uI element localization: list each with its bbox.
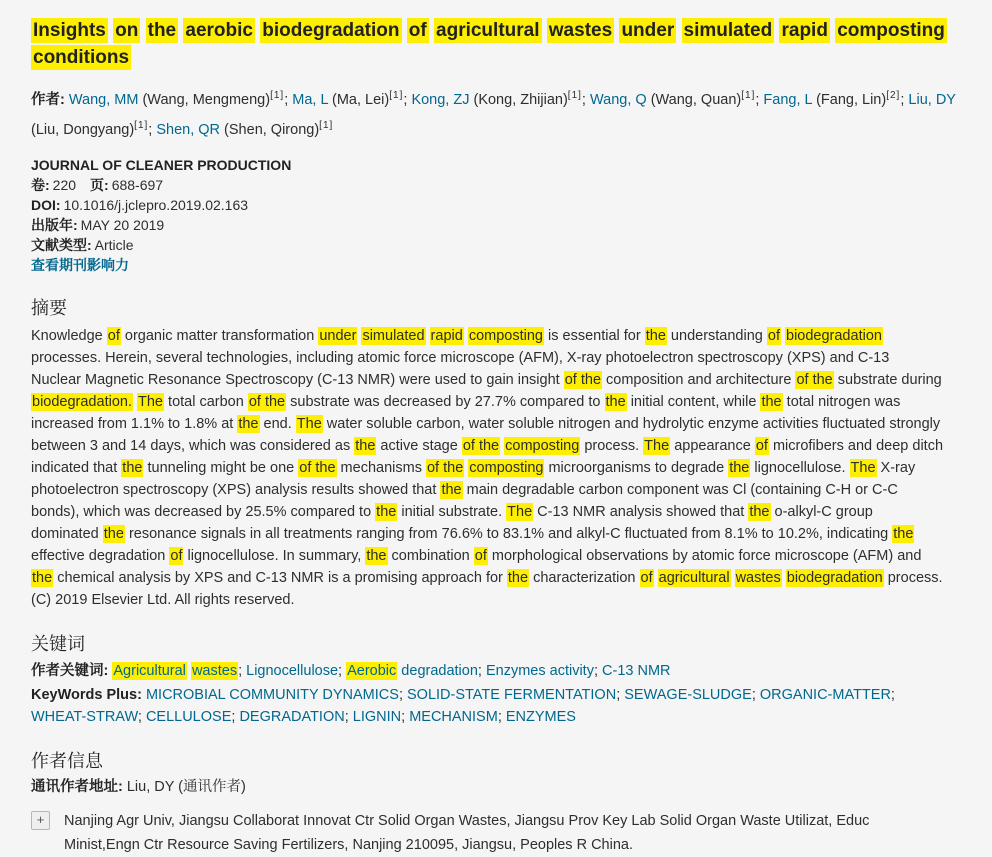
highlighted-text: conditions (33, 47, 130, 68)
inline-link[interactable]: wastes (191, 663, 238, 679)
highlighted-text: agricultural (436, 20, 540, 41)
highlighted-text: The (644, 438, 670, 454)
highlighted-text: the (355, 438, 376, 454)
keywords-plus-list (31, 687, 895, 725)
highlighted-text: Insights (33, 20, 106, 41)
inline-link[interactable]: Shen, QR (156, 122, 221, 138)
inline-link[interactable]: DEGRADATION (239, 709, 345, 725)
view-journal-impact-link[interactable]: 查看期刊影响力 (31, 257, 129, 273)
abstract-header: 摘要 (31, 298, 67, 318)
text-segment: characterization (529, 570, 640, 586)
text-segment: (Shen, Qirong) (220, 122, 320, 138)
text-segment: o-alkyl-C group dominated (31, 504, 873, 542)
text-segment: (Kong, Zhijian) (469, 92, 568, 108)
inline-link[interactable]: degradation (397, 663, 478, 679)
highlighted-text: the (376, 504, 397, 520)
text-segment: ; (344, 709, 353, 725)
highlighted-text: of the (462, 438, 500, 454)
text-segment: (Wang, Mengmeng) (138, 92, 271, 108)
inline-link[interactable]: C-13 NMR (602, 663, 671, 679)
volume-value: 220 (52, 177, 77, 193)
text-segment: ; (751, 687, 760, 703)
author-info-header: 作者信息 (31, 751, 103, 771)
highlighted-text: composting (505, 438, 580, 454)
address-text: Nanjing Agr Univ, Jiangsu Collaborat Innovat Ctr Solid Organ Wastes, Jiangsu Prov Key Lab Solid Organ Waste Utilizat, Educ Minist,Engn Ctr Resource Saving Fertilizers, Nanjing 210095, Jiangsu, Peoples R China. (64, 813, 870, 853)
highlighted-text: the (729, 460, 750, 476)
highlighted-text: The (296, 416, 322, 432)
pubyear-line (31, 215, 962, 235)
authors-line (31, 86, 961, 146)
highlighted-text: of (755, 438, 768, 454)
highlighted-text: the (441, 482, 462, 498)
text-segment: process. (580, 438, 644, 454)
volume-pages-line (31, 175, 962, 195)
text-segment: ; (401, 709, 410, 725)
highlighted-text: of (474, 548, 487, 564)
text-segment: microfibers and deep ditch indicated that (31, 438, 944, 476)
author-keywords-list (112, 662, 670, 680)
inline-link[interactable]: Agricultural (113, 663, 186, 679)
inline-link[interactable]: MICROBIAL COMMUNITY DYNAMICS (145, 687, 399, 703)
inline-link[interactable]: Enzymes activity (485, 663, 594, 679)
highlighted-text: the (103, 526, 124, 542)
doi-value: 10.1016/j.jclepro.2019.02.163 (63, 197, 249, 213)
text-segment (426, 328, 430, 344)
inline-link[interactable]: Ma, L (292, 92, 328, 108)
text-segment: ; (900, 92, 909, 108)
inline-link[interactable]: MECHANISM (409, 709, 498, 725)
highlighted-text: biodegradation (262, 20, 400, 41)
text-segment: [1] (567, 90, 582, 101)
doctype-line (31, 235, 962, 255)
highlighted-text: of the (426, 460, 464, 476)
text-segment: tunneling might be one (143, 460, 299, 476)
text-segment: appearance (670, 438, 755, 454)
text-segment: ; (581, 92, 590, 108)
text-segment: Knowledge (31, 328, 107, 344)
authors-label: 作者: (31, 92, 65, 108)
text-segment: organic matter transformation (120, 328, 319, 344)
text-segment: [1] (134, 120, 149, 131)
inline-link[interactable]: WHEAT-STRAW (31, 709, 138, 725)
highlighted-text: the (761, 394, 782, 410)
text-segment: resonance signals in all treatments ranging from 76.6% to 83.1% and alkyl-C fluctuated from 8.1% to 10.2%, indicating (124, 526, 893, 542)
volume-label: 卷: (31, 177, 50, 193)
highlighted-text: The (850, 460, 876, 476)
inline-link[interactable]: Wang, Q (589, 92, 647, 108)
text-segment: ; (755, 92, 764, 108)
highlighted-text: rapid (781, 20, 828, 41)
expand-address-button[interactable]: + (31, 811, 50, 830)
text-segment: end. (259, 416, 296, 432)
inline-link[interactable]: SOLID-STATE FERMENTATION (407, 687, 617, 703)
text-segment: ; (890, 687, 895, 703)
keywords-plus-line (31, 684, 943, 728)
text-segment: ; (497, 709, 506, 725)
highlighted-text: the (238, 416, 259, 432)
highlighted-text: The (138, 394, 164, 410)
text-segment: morphological observations by atomic force microscope (AFM) and (487, 548, 922, 564)
authors-list (31, 92, 956, 138)
reprint-address-line (31, 776, 962, 798)
highlighted-text: simulated (362, 328, 425, 344)
text-segment: (Wang, Quan) (646, 92, 742, 108)
text-segment (731, 570, 735, 586)
article-title (31, 14, 966, 71)
pubyear-label: 出版年: (31, 217, 78, 233)
reprint-address-label: 通讯作者地址: (31, 779, 123, 795)
text-segment (542, 20, 547, 41)
highlighted-text: the (749, 504, 770, 520)
highlighted-text: of (107, 328, 120, 344)
highlighted-text: the (122, 460, 143, 476)
text-segment: microorganisms to degrade (544, 460, 729, 476)
author-keywords-line (31, 660, 943, 682)
doi-label: DOI: (31, 197, 61, 213)
text-segment: (Liu, Dongyang) (31, 122, 135, 138)
text-segment: ; (403, 92, 412, 108)
text-segment: C-13 NMR analysis showed that (533, 504, 749, 520)
text-segment: ; (338, 663, 347, 679)
inline-link[interactable]: Fang, L (763, 92, 813, 108)
text-segment: processes. Herein, several technologies, including atomic force microscope (AFM), X-ray photoelectron spectroscopy (XPS) and C-13 Nuclear Magnetic Resonance Spectroscopy (C-13 NMR) were used to gain insight (31, 350, 890, 388)
text-segment: initial substrate. (397, 504, 507, 520)
text-segment: ; (593, 663, 603, 679)
text-segment (402, 20, 407, 41)
highlighted-text: the (507, 570, 529, 586)
highlighted-text: under (621, 20, 675, 41)
text-segment: ; (616, 687, 625, 703)
highlighted-text: the (645, 328, 666, 344)
text-segment: lignocellulose. (750, 460, 850, 476)
inline-link[interactable]: ENZYMES (505, 709, 576, 725)
text-segment: water soluble carbon, water soluble nitrogen and hydrolytic enzyme activities fluctuated strongly between 3 and 14 days, which was considered as (31, 416, 941, 454)
highlighted-text: of the (299, 460, 336, 476)
highlighted-text: composting (468, 328, 543, 344)
text-segment: effective degradation (31, 548, 170, 564)
text-segment: [1] (389, 90, 404, 101)
author-keywords-label: 作者关键词: (31, 663, 109, 679)
highlighted-text: wastes (735, 570, 781, 586)
text-segment: initial content, while (626, 394, 761, 410)
text-segment: [2] (886, 90, 901, 101)
text-segment: ; (284, 92, 293, 108)
highlighted-text: the (605, 394, 626, 410)
inline-link[interactable]: CELLULOSE (145, 709, 232, 725)
inline-link[interactable]: ORGANIC-MATTER (759, 687, 891, 703)
highlighted-text: the (32, 570, 53, 586)
text-segment: total nitrogen was increased from 1.1% to 1.8% at (31, 394, 901, 432)
text-segment: [1] (319, 120, 334, 131)
highlighted-text: biodegradation. (32, 394, 132, 410)
highlighted-text: the (147, 20, 177, 41)
highlighted-text: under (319, 328, 357, 344)
text-segment: understanding (666, 328, 767, 344)
text-segment: combination (387, 548, 474, 564)
text-segment (676, 20, 681, 41)
keywords-plus-label: KeyWords Plus: (31, 687, 142, 703)
highlighted-text: biodegradation (786, 328, 882, 344)
highlighted-text: of the (796, 372, 833, 388)
highlighted-text: rapid (430, 328, 463, 344)
text-segment: ; (148, 122, 157, 138)
highlighted-text: of the (564, 372, 602, 388)
highlighted-text: of (170, 548, 183, 564)
highlighted-text: the (366, 548, 387, 564)
text-segment (140, 20, 145, 41)
highlighted-text: of (640, 570, 653, 586)
doi-line (31, 195, 962, 215)
highlighted-text: biodegradation (786, 570, 883, 586)
highlighted-text: the (893, 526, 914, 542)
text-segment: [1] (741, 90, 756, 101)
text-segment: lignocellulose. In summary, (183, 548, 366, 564)
text-segment: substrate during (833, 372, 942, 388)
text-segment: (Ma, Lei) (328, 92, 390, 108)
keywords-header: 关键词 (31, 634, 85, 654)
highlighted-text: of the (248, 394, 286, 410)
text-segment: substrate was decreased by 27.7% compared to (286, 394, 605, 410)
reprint-address-value: Liu, DY (通讯作者) (126, 779, 246, 795)
pages-value: 688-697 (111, 177, 164, 193)
inline-link[interactable]: LIGNIN (352, 709, 402, 725)
inline-link[interactable]: SEWAGE-SLUDGE (624, 687, 752, 703)
text-segment: mechanisms (336, 460, 426, 476)
text-segment: ; (238, 663, 247, 679)
highlighted-text: of (767, 328, 780, 344)
highlighted-text: aerobic (185, 20, 253, 41)
text-segment: ; (477, 663, 486, 679)
inline-link[interactable]: Liu, DY (908, 92, 956, 108)
journal-name: JOURNAL OF CLEANER PRODUCTION (31, 157, 292, 173)
text-segment: [1] (270, 90, 285, 101)
text-segment: is essential for (543, 328, 645, 344)
doctype-label: 文献类型: (31, 237, 92, 253)
text-segment: (Fang, Lin) (812, 92, 887, 108)
address-row (31, 809, 962, 857)
abstract-text (31, 325, 943, 611)
text-segment: process. (C) 2019 Elsevier Ltd. All rights reserved. (31, 570, 943, 608)
highlighted-text: on (115, 20, 139, 41)
inline-link[interactable]: Wang, MM (68, 92, 139, 108)
doctype-value: Article (94, 237, 134, 253)
inline-link[interactable]: Lignocellulose (246, 663, 339, 679)
journal-info (31, 155, 962, 275)
text-segment: ; (137, 709, 146, 725)
text-segment: ; (231, 709, 240, 725)
text-segment: ; (398, 687, 407, 703)
pubyear-value: MAY 20 2019 (80, 217, 165, 233)
highlighted-text: The (507, 504, 533, 520)
highlighted-text: composting (837, 20, 945, 41)
pages-label: 页: (90, 177, 109, 193)
highlighted-text: of (408, 20, 427, 41)
inline-link[interactable]: Aerobic (347, 663, 397, 679)
text-segment: X-ray photoelectron spectroscopy (XPS) analysis results showed that (31, 460, 916, 498)
highlighted-text: wastes (548, 20, 613, 41)
text-segment: composition and architecture (602, 372, 796, 388)
text-segment: total carbon (164, 394, 248, 410)
text-segment: active stage (376, 438, 462, 454)
highlighted-text: composting (469, 460, 544, 476)
text-segment: main degradable carbon component was Cl (containing C-H or C-C bonds), which was decreased by 25.5% compared to (31, 482, 898, 520)
highlighted-text: agricultural (658, 570, 730, 586)
inline-link[interactable]: Kong, ZJ (411, 92, 470, 108)
highlighted-text: simulated (683, 20, 773, 41)
text-segment: chemical analysis by XPS and C-13 NMR is a promising approach for (53, 570, 507, 586)
